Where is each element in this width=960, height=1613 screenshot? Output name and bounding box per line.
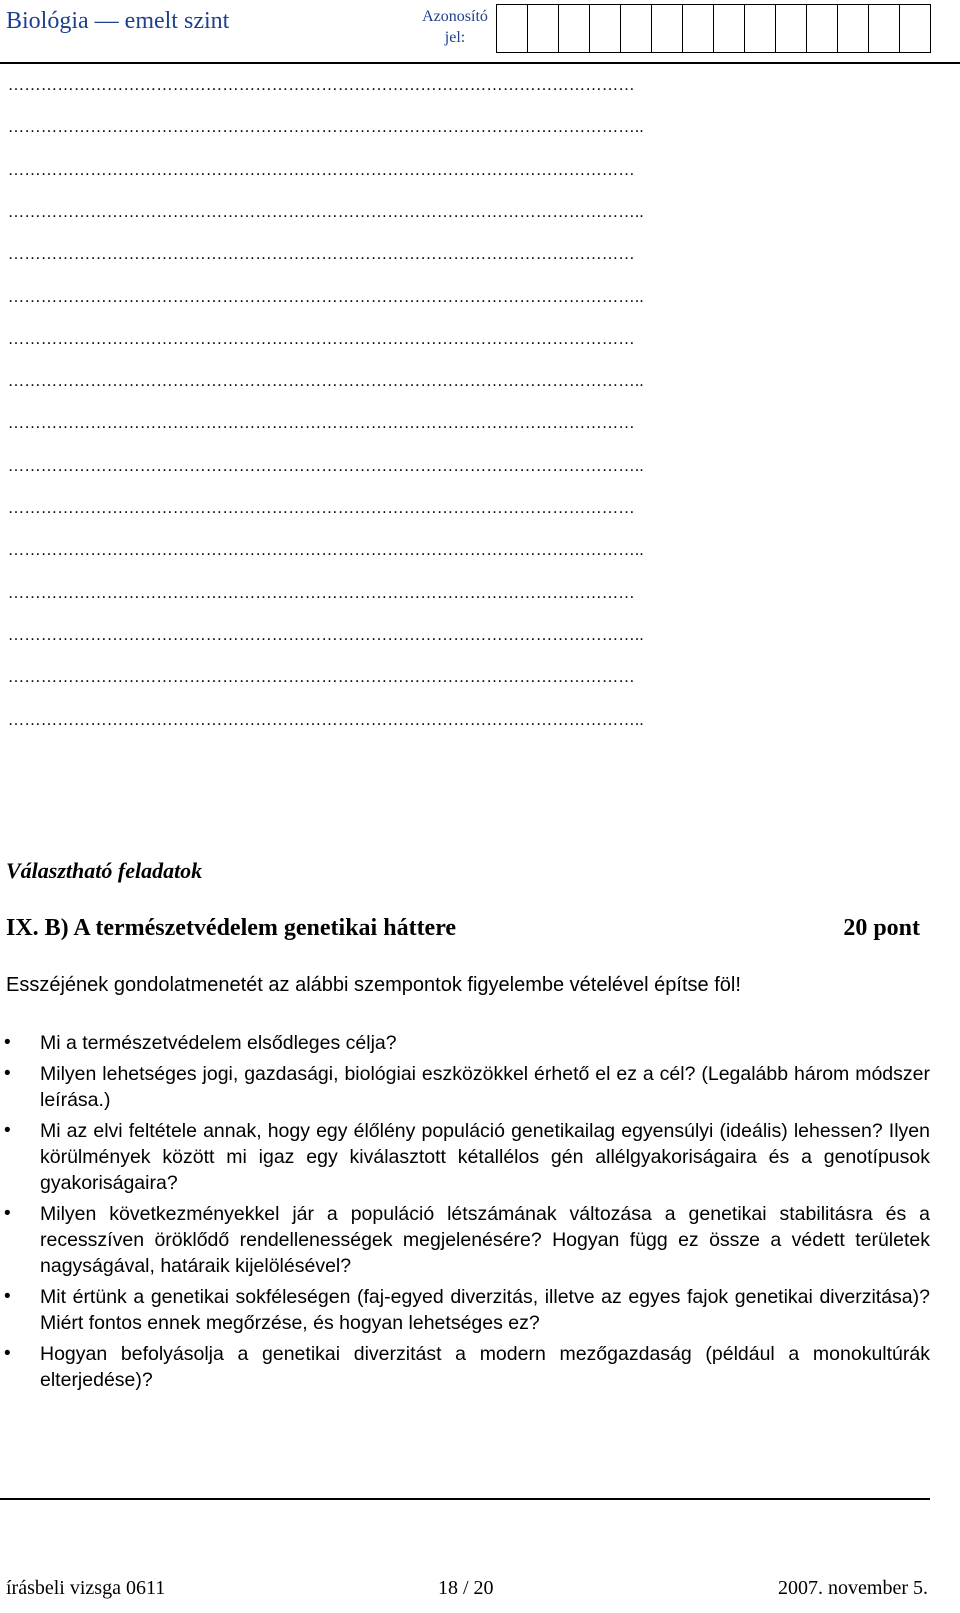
id-code-box[interactable] [900,5,931,52]
criteria-text: Milyen lehetséges jogi, gazdasági, biológiai eszközökkel érhető el ez a cél? (Legalább három módszer leírása.) [40,1063,930,1111]
task-points: 20 pont [843,915,920,941]
id-code-box[interactable] [714,5,745,52]
criteria-item [0,1061,930,1113]
answer-line: …………………………………………………………………………………………………… [8,77,635,94]
answer-line: …………………………………………………………………………………………………….. [8,542,644,560]
criteria-item [0,1284,930,1336]
criteria-text: Mi a természetvédelem elsődleges célja? [40,1032,397,1054]
criteria-text: Hogyan befolyásolja a genetikai diverzitást a modern mezőgazdaság (például a monokultúrák elterjedése)? [40,1343,930,1391]
footer-exam-code: írásbeli vizsga 0611 [6,1577,166,1599]
criteria-list [0,1030,930,1398]
id-code-box[interactable] [528,5,559,52]
answer-line: …………………………………………………………………………………………………….. [8,457,644,475]
id-label: Azonosító jel: [422,8,488,46]
task-instruction: Esszéjének gondolatmenetét az alábbi szempontok figyelembe vételével építse föl! [6,974,741,996]
criteria-item [0,1030,930,1056]
id-code-box[interactable] [745,5,776,52]
id-code-box[interactable] [497,5,528,52]
header-rule [0,62,960,64]
answer-line: …………………………………………………………………………………………………….. [8,626,644,644]
id-code-box[interactable] [838,5,869,52]
bullet-marker: • [4,1063,11,1084]
answer-line: …………………………………………………………………………………………………… [8,246,635,264]
id-code-box[interactable] [683,5,714,52]
criteria-text: Mit értünk a genetikai sokféleségen (faj-egyed diverzitás, illetve az egyes fajok genetikai diverzitása)? Miért fontos ennek megőrzése, és hogyan lehetséges ez? [40,1286,930,1334]
criteria-text: Mi az elvi feltétele annak, hogy egy élőlény populáció genetikailag egyensúlyi (ideális) lehessen? Ilyen körülmények között mi igaz egy kiválasztott kétallélos gén allélgyakoriságaira és a genotípusok gyakoriságaira? [40,1120,930,1194]
footer-date: 2007. november 5. [778,1577,928,1599]
answer-line: …………………………………………………………………………………………………….. [8,203,644,221]
answer-line: …………………………………………………………………………………………………….. [8,373,644,391]
bullet-marker: • [4,1032,11,1053]
answer-line: …………………………………………………………………………………………………….. [8,119,644,137]
header-subject: Biológia — emelt szint [6,8,230,34]
bullet-marker: • [4,1286,11,1307]
criteria-item [0,1118,930,1196]
criteria-text: Milyen következményekkel jár a populáció létszámának változása a genetikai stabilitásra és a recesszíven öröklődő rendellenességek megjelenésére? Hogyan függ ez össze a védett területek nagyságával, határaik kijelölésével? [40,1203,930,1277]
id-code-box[interactable] [621,5,652,52]
footer-rule [0,1498,930,1500]
answer-line: …………………………………………………………………………………………………….. [8,711,644,729]
answer-line: …………………………………………………………………………………………………… [8,161,635,179]
bullet-marker: • [4,1343,11,1364]
bullet-marker: • [4,1203,11,1224]
id-code-box[interactable] [869,5,900,52]
criteria-item [0,1341,930,1393]
answer-line: …………………………………………………………………………………………………….. [8,288,644,306]
criteria-item [0,1201,930,1279]
bullet-marker: • [4,1120,11,1141]
id-code-box[interactable] [590,5,621,52]
answer-line: …………………………………………………………………………………………………… [8,584,635,602]
answer-line: …………………………………………………………………………………………………… [8,669,635,687]
id-code-box[interactable] [776,5,807,52]
id-code-box[interactable] [559,5,590,52]
id-code-boxes [496,4,931,53]
id-code-box[interactable] [652,5,683,52]
answer-line: …………………………………………………………………………………………………… [8,415,635,433]
id-code-box[interactable] [807,5,838,52]
answer-line: …………………………………………………………………………………………………… [8,330,635,348]
task-title: IX. B) A természetvédelem genetikai háttere [6,915,457,941]
answer-line: …………………………………………………………………………………………………… [8,500,635,517]
section-label: Választható feladatok [6,858,203,883]
footer-page-number: 18 / 20 [438,1577,494,1599]
